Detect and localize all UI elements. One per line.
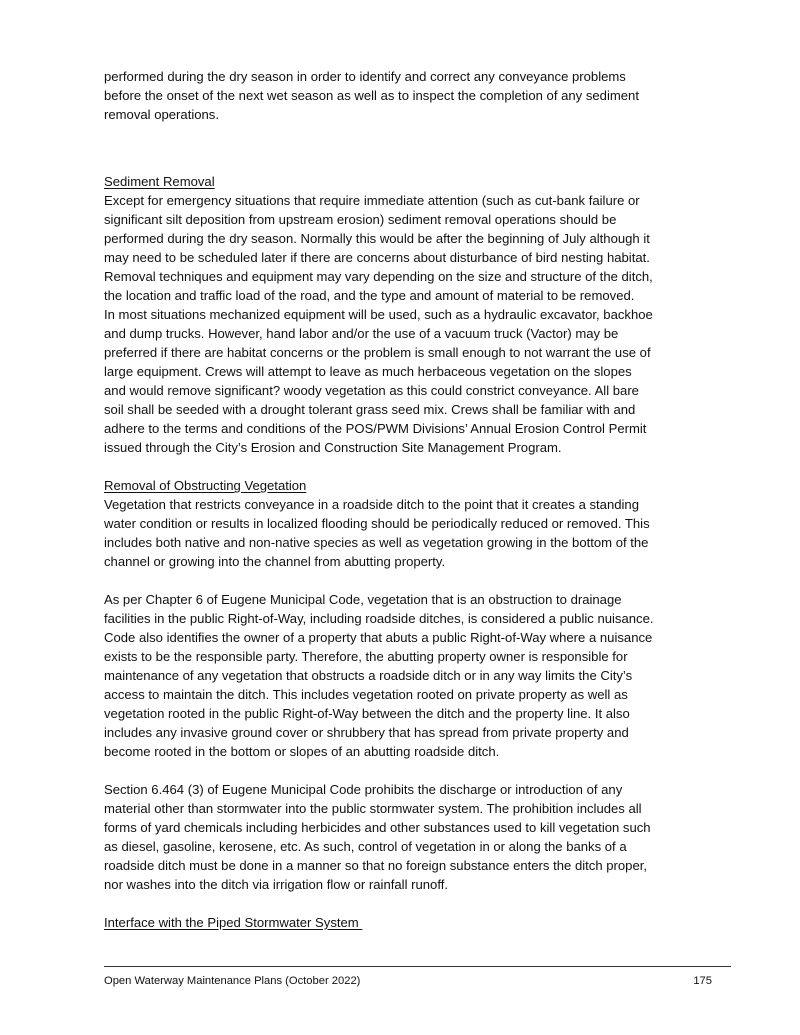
text-line: become rooted in the bottom or slopes of an abutting roadside ditch.	[104, 744, 500, 759]
text-line: Removal techniques and equipment may vary depending on the size and structure of the ditch,	[104, 269, 653, 284]
text-line: preferred if there are habitat concerns or the problem is small enough to not warrant the use of	[104, 345, 651, 360]
text-line: channel or growing into the channel from abutting property.	[104, 554, 446, 569]
obstructing-vegetation-section	[104, 476, 724, 571]
text-line: Code also identifies the owner of a property that abuts a public Right-of-Way where a nuisance	[104, 630, 653, 645]
text-line: material other than stormwater into the public stormwater system. The prohibition includes all	[104, 801, 642, 816]
text-line: access to maintain the ditch. This includes vegetation rooted on private property as well as	[104, 687, 628, 702]
text-line: In most situations mechanized equipment will be used, such as a hydraulic excavator, backhoe	[104, 307, 653, 322]
text-line: issued through the City’s Erosion and Construction Site Management Program.	[104, 440, 562, 455]
text-line: maintenance of any vegetation that obstructs a roadside ditch or in any way limits the City’s	[104, 668, 633, 683]
text-line: water condition or results in localized flooding should be periodically reduced or removed. This	[104, 516, 650, 531]
text-line: Except for emergency situations that require immediate attention (such as cut-bank failure or	[104, 193, 640, 208]
text-line: exists to be the responsible party. Therefore, the abutting property owner is responsible for	[104, 649, 628, 664]
text-line: includes both native and non-native species as well as vegetation growing in the bottom of the	[104, 535, 649, 550]
text-line: Vegetation that restricts conveyance in a roadside ditch to the point that it creates a standing	[104, 497, 639, 512]
text-line: and would remove significant? woody vegetation as this could constrict conveyance. All bare	[104, 383, 639, 398]
text-line: soil shall be seeded with a drought tolerant grass seed mix. Crews shall be familiar with and	[104, 402, 636, 417]
text-line: as diesel, gasoline, kerosene, etc. As such, control of vegetation in or along the banks of a	[104, 839, 627, 854]
text-line: and dump trucks. However, hand labor and/or the use of a vacuum truck (Vactor) may be	[104, 326, 619, 341]
interface-section	[104, 913, 724, 932]
document-body	[104, 67, 724, 932]
text-line: Section 6.464 (3) of Eugene Municipal Code prohibits the discharge or introduction of any	[104, 782, 623, 797]
text-line: nor washes into the ditch via irrigation flow or rainfall runoff.	[104, 877, 449, 892]
text-line: includes any invasive ground cover or shrubbery that has spread from private property and	[104, 725, 629, 740]
text-line: As per Chapter 6 of Eugene Municipal Code, vegetation that is an obstruction to drainage	[104, 592, 622, 607]
text-line: before the onset of the next wet season as well as to inspect the completion of any sediment	[104, 88, 639, 103]
text-line: facilities in the public Right-of-Way, including roadside ditches, is considered a public nuisance.	[104, 611, 654, 626]
text-line: performed during the dry season. Normally this would be after the beginning of July although it	[104, 231, 650, 246]
sediment-removal-section	[104, 172, 724, 457]
footer-divider	[104, 966, 731, 967]
text-line: large equipment. Crews will attempt to leave as much herbaceous vegetation on the slopes	[104, 364, 632, 379]
page-number: 175	[693, 975, 712, 987]
text-line: significant silt deposition from upstream erosion) sediment removal operations should be	[104, 212, 617, 227]
interface-heading: Interface with the Piped Stormwater System	[104, 915, 363, 930]
footer-title: Open Waterway Maintenance Plans (October 2022)	[104, 975, 361, 987]
text-line: the location and traffic load of the road, and the type and amount of material to be removed.	[104, 288, 635, 303]
text-line: vegetation rooted in the public Right-of-Way between the ditch and the property line. It also	[104, 706, 630, 721]
obstructing-vegetation-heading: Removal of Obstructing Vegetation	[104, 478, 307, 493]
text-line: forms of yard chemicals including herbicides and other substances used to kill vegetation such	[104, 820, 651, 835]
sediment-removal-heading: Sediment Removal	[104, 174, 215, 189]
intro-paragraph	[104, 67, 724, 124]
text-line: removal operations.	[104, 107, 219, 122]
chapter6-paragraph	[104, 590, 724, 761]
text-line: roadside ditch must be done in a manner so that no foreign substance enters the ditch proper,	[104, 858, 648, 873]
text-line: adhere to the terms and conditions of the POS/PWM Divisions’ Annual Erosion Control Permit	[104, 421, 647, 436]
text-line: performed during the dry season in order to identify and correct any conveyance problems	[104, 69, 626, 84]
section-6464-paragraph	[104, 780, 724, 894]
text-line: may need to be scheduled later if there are concerns about disturbance of bird nesting habitat.	[104, 250, 650, 265]
